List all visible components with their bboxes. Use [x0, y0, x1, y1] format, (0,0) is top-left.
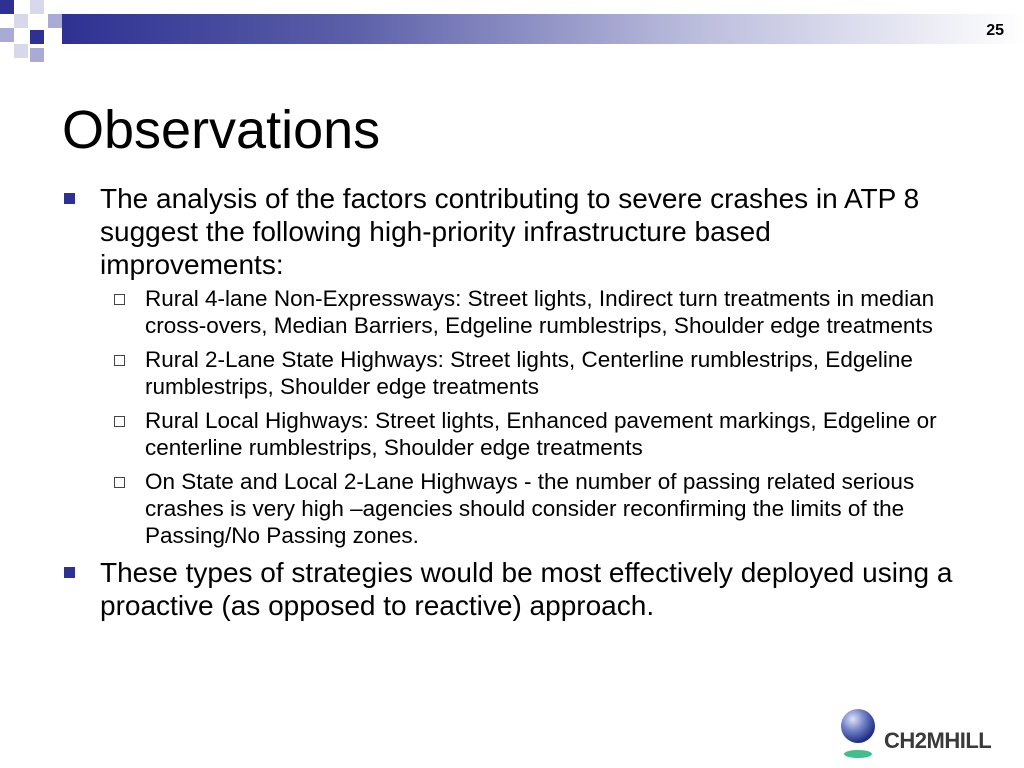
decorative-square [14, 44, 28, 58]
sub-bullet-text: On State and Local 2-Lane Highways - the number of passing related serious crashes is very high –agencies should consider reconfirming the limits of the Passing/No Passing zones. [145, 469, 915, 548]
square-bullet-icon [64, 567, 75, 578]
bullet-text: These types of strategies would be most effectively deployed using a proactive (as opposed to reactive) approach. [100, 557, 953, 621]
square-bullet-icon [64, 193, 75, 204]
bullet-item [62, 182, 962, 281]
sub-bullet-item [112, 468, 962, 549]
decorative-square [0, 0, 14, 14]
sub-bullet-item [112, 285, 962, 339]
sub-bullet-text: Rural 2-Lane State Highways: Street lights, Centerline rumblestrips, Edgeline rumblestrips, Shoulder edge treatments [145, 347, 913, 399]
decorative-square [30, 30, 44, 44]
hollow-square-bullet-icon [114, 477, 125, 488]
decorative-square [30, 48, 44, 62]
logo-text: CH2MHILL [884, 728, 992, 753]
bullet-text: The analysis of the factors contributing to severe crashes in ATP 8 suggest the following high-priority infrastructure based improvements: [100, 183, 920, 280]
bullet-item [62, 556, 962, 622]
globe-icon [836, 706, 880, 762]
decorative-square [48, 14, 62, 28]
sub-bullet-text: Rural Local Highways: Street lights, Enhanced pavement markings, Edgeline or centerline rumblestrips, Shoulder edge treatments [145, 408, 937, 460]
slide-number: 25 [986, 22, 1004, 39]
sub-bullet-text: Rural 4-lane Non-Expressways: Street lights, Indirect turn treatments in median cross-overs, Median Barriers, Edgeline rumblestrips, Shoulder edge treatments [145, 286, 935, 338]
decorative-square [30, 0, 44, 14]
sub-bullet-item [112, 346, 962, 400]
slide-title: Observations [62, 100, 381, 160]
decorative-square [0, 28, 14, 42]
slide-content [62, 182, 962, 622]
hollow-square-bullet-icon [114, 416, 125, 427]
hollow-square-bullet-icon [114, 294, 125, 305]
hollow-square-bullet-icon [114, 355, 125, 366]
header-gradient-bar [62, 14, 1024, 44]
decorative-square [14, 14, 28, 28]
company-logo [836, 706, 1016, 762]
sub-bullet-item [112, 407, 962, 461]
sub-bullet-list [112, 285, 962, 549]
